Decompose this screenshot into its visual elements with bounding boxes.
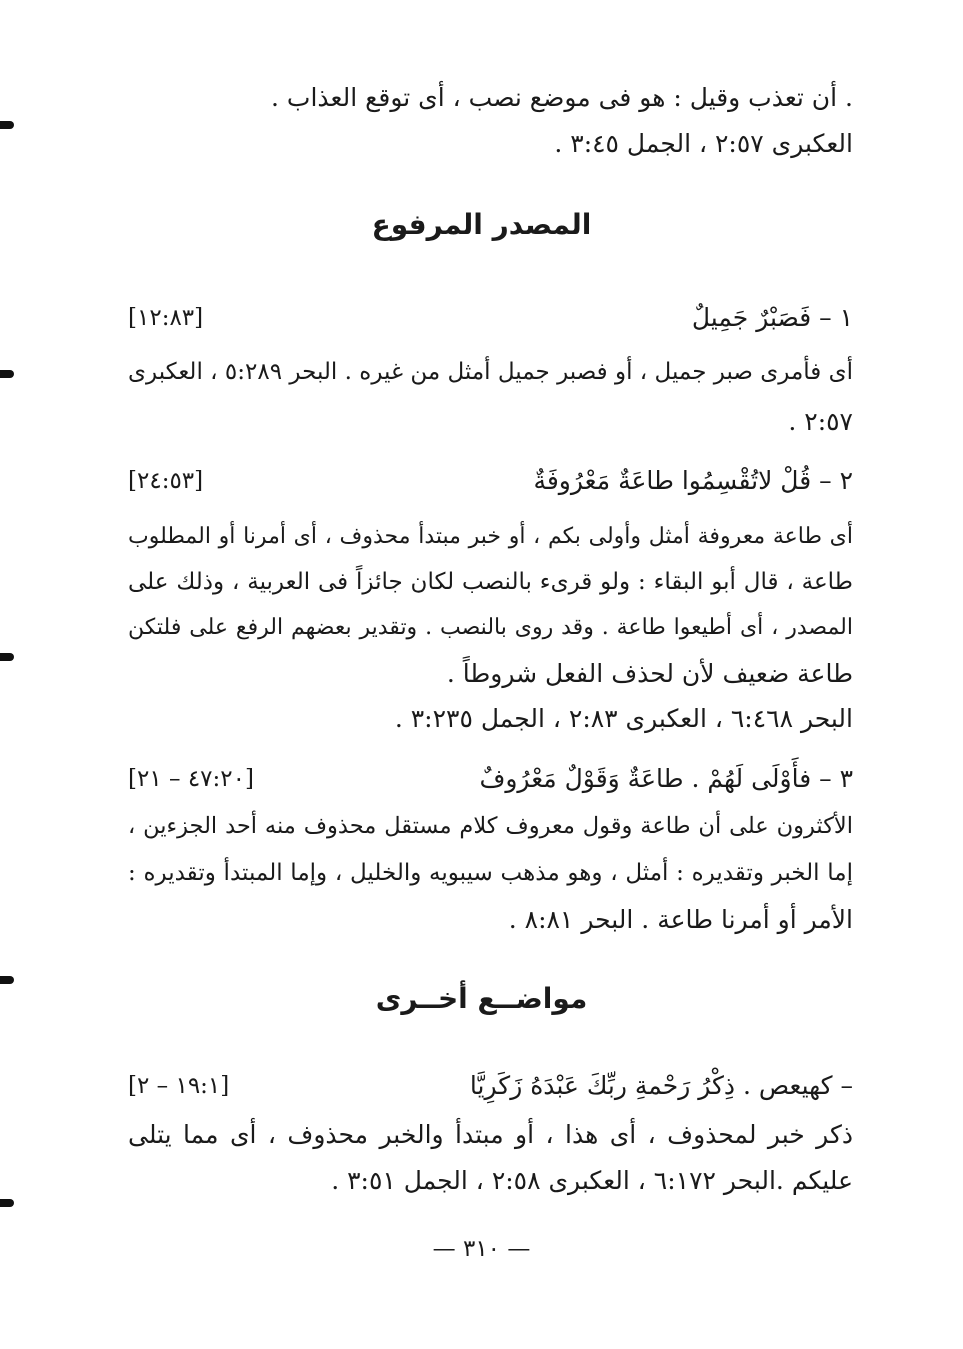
intro-line-1: . أن تعذب وقيل : هو فى موضع نصب ، أى توقع العذاب . <box>271 83 853 112</box>
intro-line-2: العكبرى ٢:٥٧ ، الجمل ٣:٤٥ . <box>554 129 853 158</box>
verse-text: – كهيعص . ذِكْرُ رَحْمةِ ربِّكَ عَبْدَهُ زَكَرِيَّا <box>469 1071 853 1100</box>
commentary-line: ٢:٥٧ . <box>788 407 853 436</box>
scan-mark <box>0 653 14 661</box>
scan-mark <box>0 1199 14 1207</box>
commentary-line: الأمر أو أمرنا طاعة . البحر ٨:٨١ . <box>508 905 853 934</box>
commentary-line: أى فأمرى صبر جميل ، أو فصبر جميل أمثل من غيره . البحر ٥:٢٨٩ ، العكبرى <box>128 359 853 385</box>
verse-text: ١ – فَصَبْرٌ جَمِيلٌ <box>691 303 853 332</box>
verse-reference: [١٢:٨٣] <box>128 305 204 331</box>
commentary-line: عليكم .البحر ٦:١٧٢ ، العكبرى ٢:٥٨ ، الجمل ٣:٥١ . <box>331 1166 853 1195</box>
commentary-line: البحر ٦:٤٦٨ ، العكبرى ٢:٨٣ ، الجمل ٣:٢٣٥ . <box>394 704 853 733</box>
commentary-line: طاعة ، قال أبو البقاء : ولو قرىء بالنصب لكان جائزاً فى العربية ، وذلك على <box>128 569 853 595</box>
verse-reference: [١٩:١ – ٢] <box>128 1073 230 1099</box>
verse-row <box>128 759 853 799</box>
verse-text: ٣ – فأَوْلَى لَهُمْ . طاعَةٌ وَقَوْلٌ مَعْرُوفٌ <box>479 764 853 793</box>
section-heading: مواضــع أخــرى <box>375 982 588 1015</box>
verse-row <box>128 1066 853 1106</box>
verse-row <box>128 298 853 338</box>
verse-reference: [٢٤:٥٣] <box>128 468 204 494</box>
commentary-line: الأكثرون على أن طاعة وقول معروف كلام مستقل محذوف منه أحد الجزءين ، <box>128 813 853 839</box>
section-heading: المصدر المرفوع <box>371 208 592 241</box>
commentary-line: إما الخبر وتقديره : أمثل ، وهو مذهب سيبويه والخليل ، وإما المبتدأ وتقديره : <box>128 860 853 886</box>
scan-mark <box>0 121 14 129</box>
commentary-line: طاعة ضعيف لأن لحذف الفعل شروطاً . <box>446 659 853 688</box>
verse-row <box>128 461 853 501</box>
page-number: — ٣١٠ — <box>432 1236 531 1262</box>
verse-text: ٢ – قُلْ لاتُقْسِمُوا طاعَةٌ مَعْرُوفَةٌ <box>533 466 853 495</box>
commentary-line: أى طاعة معروفة أمثل وأولى بكم ، أو خبر مبتدأ محذوف ، أى أمرنا أو المطلوب <box>128 524 853 549</box>
commentary-line: المصدر ، أى أطيعوا طاعة . وقد روى بالنصب . وتقدير بعضهم الرفع على فلتكن <box>128 615 853 640</box>
verse-reference: [٤٧:٢٠ – ٢١] <box>128 766 254 792</box>
scan-mark <box>0 370 14 378</box>
commentary-line: ذكر خبر لمحذوف ، أى هذا ، أو مبتدأ والخبر محذوف ، أى مما يتلى <box>128 1120 853 1149</box>
